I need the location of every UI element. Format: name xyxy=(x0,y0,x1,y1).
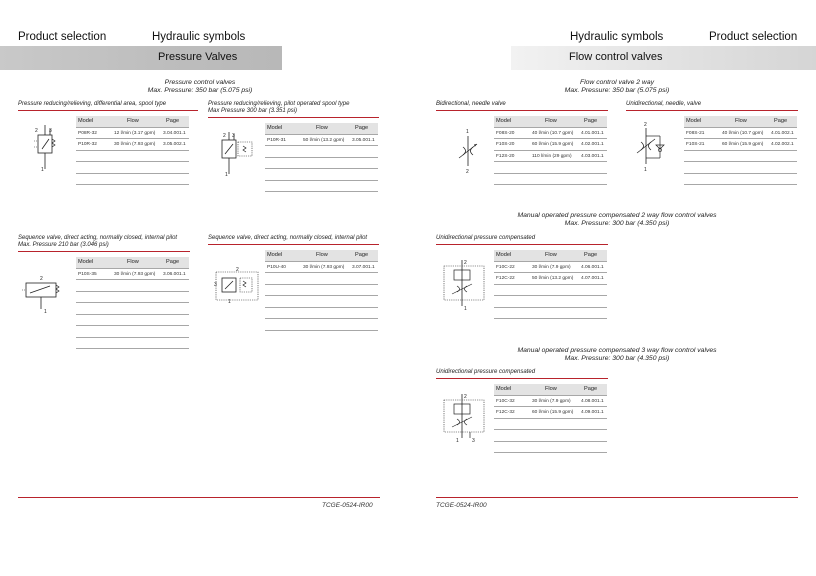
empty-row xyxy=(265,308,378,320)
col-model: Model xyxy=(78,259,94,265)
empty-row xyxy=(684,151,797,163)
empty-row xyxy=(265,273,378,285)
flow-cell: 30 l/min (7.93 gpm) xyxy=(303,264,345,270)
col-page: Page xyxy=(166,118,180,124)
block1-port-3: 3 xyxy=(49,128,52,134)
model-cell: F10S-20 xyxy=(496,142,515,147)
flow-cell: 60 l/min (15.9 gpm) xyxy=(532,142,574,147)
block2-subtitle: Max Pressure 300 bar (3.351 psi) xyxy=(208,108,298,114)
rsection3-port-2: 2 xyxy=(464,394,467,400)
block1-port-2: 2 xyxy=(35,128,38,134)
page-cell: 4.03.001.1 xyxy=(581,153,604,159)
empty-row xyxy=(265,158,378,170)
table-row xyxy=(494,273,607,285)
rsection3-port-1: 1 xyxy=(456,438,459,444)
rblock1-rule xyxy=(436,110,608,111)
col-page: Page xyxy=(584,386,598,392)
page-cell: 3.06.001.1 xyxy=(163,271,186,277)
model-cell: F10C-32 xyxy=(496,398,515,404)
block2-rule xyxy=(208,117,379,118)
block1-table-header xyxy=(76,116,189,128)
block4-title: Sequence valve, direct acting, normally closed, internal pilot xyxy=(208,235,368,241)
compensated-2way-symbol-icon xyxy=(442,258,488,310)
needle-valve-symbol-icon xyxy=(456,128,486,174)
rsection2-port-1: 1 xyxy=(464,306,467,312)
col-page: Page xyxy=(584,118,598,124)
table-row xyxy=(494,396,607,408)
rblock2-table-header xyxy=(684,116,797,128)
right-intro xyxy=(477,79,757,95)
empty-row xyxy=(265,181,378,193)
page-cell: 4.08.001.1 xyxy=(581,398,604,404)
table-row xyxy=(494,407,607,419)
left-intro xyxy=(60,79,340,95)
block2-title: Pressure reducing/relieving, pilot operated spool type xyxy=(208,101,350,107)
flow-cell: 12 l/min (3.17 gpm) xyxy=(114,130,156,136)
right-banner-label: Flow control valves xyxy=(569,51,663,63)
block3-port-1: 1 xyxy=(44,309,47,315)
left-intro-line1: Pressure control valves xyxy=(164,79,236,86)
left-intro-line2: Max. Pressure: 350 bar (5.075 psi) xyxy=(147,87,253,94)
empty-row xyxy=(494,442,607,454)
flow-cell: 50 l/min (13.2 gpm) xyxy=(532,276,574,281)
rsection2-title: Unidirectional pressure compensated xyxy=(436,235,536,241)
block1-port-1: 1 xyxy=(41,167,44,173)
col-flow: Flow xyxy=(735,118,747,124)
empty-row xyxy=(494,162,607,174)
col-flow: Flow xyxy=(127,259,139,265)
empty-row xyxy=(684,174,797,186)
page-cell: 3.07.001.1 xyxy=(352,264,375,270)
col-model: Model xyxy=(496,252,512,258)
rblock2-table xyxy=(684,116,797,185)
rblock1-port-2: 2 xyxy=(466,169,469,175)
table-row xyxy=(684,128,797,140)
empty-row xyxy=(76,174,189,186)
empty-row xyxy=(265,146,378,158)
model-cell: P10R-31 xyxy=(267,137,286,143)
col-flow: Flow xyxy=(316,252,328,258)
model-cell: F10S-21 xyxy=(686,142,705,147)
rsection3-port-3: 3 xyxy=(472,438,475,444)
empty-row xyxy=(76,292,189,304)
model-cell: F12S-20 xyxy=(496,153,515,159)
table-row xyxy=(76,269,189,281)
flow-cell: 30 l/min (7.9 gpm) xyxy=(532,398,571,404)
empty-row xyxy=(494,296,607,308)
block2-port-3: 3 xyxy=(232,133,235,139)
page-cell: 4.09.001.1 xyxy=(581,410,604,415)
right-section-title: Product selection xyxy=(709,31,798,43)
block3-subtitle: Max. Pressure 210 bar (3.046 psi) xyxy=(18,242,109,248)
page-cell: 4.02.001.1 xyxy=(581,142,604,147)
page-cell: 4.01.002.1 xyxy=(771,130,794,136)
left-footer-rule xyxy=(18,497,380,498)
left-section-title: Product selection xyxy=(18,31,107,43)
model-cell: P08R-32 xyxy=(78,130,97,136)
table-row xyxy=(494,128,607,140)
block4-port-3: 3 xyxy=(214,282,217,288)
empty-row xyxy=(494,308,607,320)
page-cell: 4.07.001.1 xyxy=(581,276,604,281)
sequence-valve-pilot-symbol-icon xyxy=(214,268,262,304)
col-page: Page xyxy=(584,252,598,258)
rblock2-port-2: 2 xyxy=(644,122,647,128)
table-row xyxy=(265,262,378,274)
flow-cell: 110 l/min (29 gpm) xyxy=(532,153,572,159)
rblock1-table-header xyxy=(494,116,607,128)
rblock2-title: Unidirectional, needle, valve xyxy=(626,101,702,107)
model-cell: F12C-22 xyxy=(496,276,515,281)
sequence-valve-symbol-icon xyxy=(22,275,74,315)
block2-table-header xyxy=(265,123,378,135)
rsection2-table xyxy=(494,250,607,319)
model-cell: P10R-32 xyxy=(78,142,97,147)
col-page: Page xyxy=(774,118,788,124)
rsection2-intro xyxy=(477,212,757,228)
col-model: Model xyxy=(496,386,512,392)
empty-row xyxy=(76,162,189,174)
table-row xyxy=(494,262,607,274)
col-flow: Flow xyxy=(545,252,557,258)
table-row xyxy=(76,128,189,140)
page-cell: 4.01.001.1 xyxy=(581,130,604,136)
block4-table xyxy=(265,250,378,331)
col-page: Page xyxy=(166,259,180,265)
table-row xyxy=(76,139,189,151)
rsection3-table xyxy=(494,384,607,453)
empty-row xyxy=(494,419,607,431)
page-cell: 4.02.002.1 xyxy=(771,142,794,147)
table-row xyxy=(265,135,378,147)
col-model: Model xyxy=(686,118,702,124)
rsection3-table-header xyxy=(494,384,607,396)
flow-cell: 40 l/min (10.7 gpm) xyxy=(532,130,574,136)
block2-port-1: 1 xyxy=(225,172,228,178)
block4-port-1: 1 xyxy=(228,299,231,305)
page-cell: 3.05.002.1 xyxy=(163,142,186,147)
unidirectional-needle-symbol-icon xyxy=(634,120,670,172)
rsection3-line1: Manual operated pressure compensated 3 way flow control valves xyxy=(517,347,717,354)
empty-row xyxy=(494,430,607,442)
flow-cell: 60 l/min (15.9 gpm) xyxy=(722,142,764,147)
rblock1-table xyxy=(494,116,607,185)
block3-rule xyxy=(18,251,190,252)
col-model: Model xyxy=(267,252,283,258)
block4-port-2: 2 xyxy=(236,267,239,273)
col-flow: Flow xyxy=(316,125,328,131)
rsection3-line2: Max. Pressure: 300 bar (4.350 psi) xyxy=(564,355,670,362)
pressure-reducing-symbol-icon xyxy=(30,125,70,175)
flow-cell: 40 l/min (10.7 gpm) xyxy=(722,130,764,136)
pilot-reducing-symbol-icon xyxy=(218,130,262,180)
block3-table-header xyxy=(76,257,189,269)
col-page: Page xyxy=(355,252,369,258)
block2-table xyxy=(265,123,378,192)
col-page: Page xyxy=(355,125,369,131)
rsection2-line2: Max. Pressure: 300 bar (4.350 psi) xyxy=(564,220,670,227)
empty-row xyxy=(76,303,189,315)
flow-cell: 60 l/min (15.9 gpm) xyxy=(532,410,574,415)
rblock1-port-1: 1 xyxy=(466,129,469,135)
model-cell: P10U-40 xyxy=(267,264,286,270)
rblock2-port-1: 1 xyxy=(644,167,647,173)
table-row xyxy=(494,151,607,163)
table-row xyxy=(684,139,797,151)
rsection2-rule xyxy=(436,244,608,245)
block1-title: Pressure reducing/relieving, differential area, spool type xyxy=(18,101,167,107)
empty-row xyxy=(265,285,378,297)
rsection3-rule xyxy=(436,378,608,379)
model-cell: F08S-21 xyxy=(686,130,705,136)
col-model: Model xyxy=(267,125,283,131)
rsection3-intro xyxy=(477,347,757,363)
col-flow: Flow xyxy=(127,118,139,124)
rblock1-title: Bidirectional, needle valve xyxy=(436,101,506,107)
page-cell: 3.04.001.1 xyxy=(163,130,186,136)
right-intro-line2: Max. Pressure: 350 bar (5.075 psi) xyxy=(564,87,670,94)
empty-row xyxy=(494,285,607,297)
empty-row xyxy=(265,169,378,181)
left-footer-code: TCGE-0524-IR00 xyxy=(322,502,373,509)
left-banner xyxy=(0,46,282,70)
rsection3-title: Unidirectional pressure compensated xyxy=(436,369,536,375)
empty-row xyxy=(684,162,797,174)
table-row xyxy=(494,139,607,151)
model-cell: P10S-35 xyxy=(78,271,97,277)
right-footer-code: TCGE-0524-IR00 xyxy=(436,502,487,509)
model-cell: F08S-20 xyxy=(496,130,515,136)
rsection2-line1: Manual operated pressure compensated 2 way flow control valves xyxy=(517,212,717,219)
block4-table-header xyxy=(265,250,378,262)
empty-row xyxy=(76,280,189,292)
block4-rule xyxy=(208,244,379,245)
flow-cell: 50 l/min (13.2 gpm) xyxy=(303,137,345,143)
empty-row xyxy=(265,296,378,308)
right-subsection-title: Hydraulic symbols xyxy=(570,31,664,43)
col-flow: Flow xyxy=(545,386,557,392)
empty-row xyxy=(265,319,378,331)
block3-title: Sequence valve, direct acting, normally closed, internal pilot xyxy=(18,235,178,241)
empty-row xyxy=(76,338,189,350)
col-model: Model xyxy=(78,118,94,124)
model-cell: F10C-22 xyxy=(496,264,515,270)
right-footer-rule xyxy=(436,497,798,498)
empty-row xyxy=(76,326,189,338)
block1-rule xyxy=(18,110,198,111)
left-banner-label: Pressure Valves xyxy=(158,51,238,63)
rsection2-table-header xyxy=(494,250,607,262)
flow-cell: 30 l/min (7.93 gpm) xyxy=(114,142,156,147)
left-subsection-title: Hydraulic symbols xyxy=(152,31,246,43)
col-model: Model xyxy=(496,118,512,124)
page-cell: 4.06.001.1 xyxy=(581,264,604,270)
block2-port-2: 2 xyxy=(223,133,226,139)
page-cell: 3.05.001.1 xyxy=(352,137,375,143)
empty-row xyxy=(494,174,607,186)
col-flow: Flow xyxy=(545,118,557,124)
right-intro-line1: Flow control valve 2 way xyxy=(579,79,655,86)
flow-cell: 30 l/min (7.93 gpm) xyxy=(114,271,156,277)
compensated-3way-symbol-icon xyxy=(442,392,490,444)
block1-table xyxy=(76,116,189,185)
rsection2-port-2: 2 xyxy=(464,260,467,266)
right-banner xyxy=(511,46,816,70)
flow-cell: 30 l/min (7.9 gpm) xyxy=(532,264,571,270)
empty-row xyxy=(76,315,189,327)
model-cell: F12C-32 xyxy=(496,410,515,415)
empty-row xyxy=(76,151,189,163)
block3-table xyxy=(76,257,189,349)
rblock2-rule xyxy=(626,110,798,111)
block3-port-2: 2 xyxy=(40,276,43,282)
